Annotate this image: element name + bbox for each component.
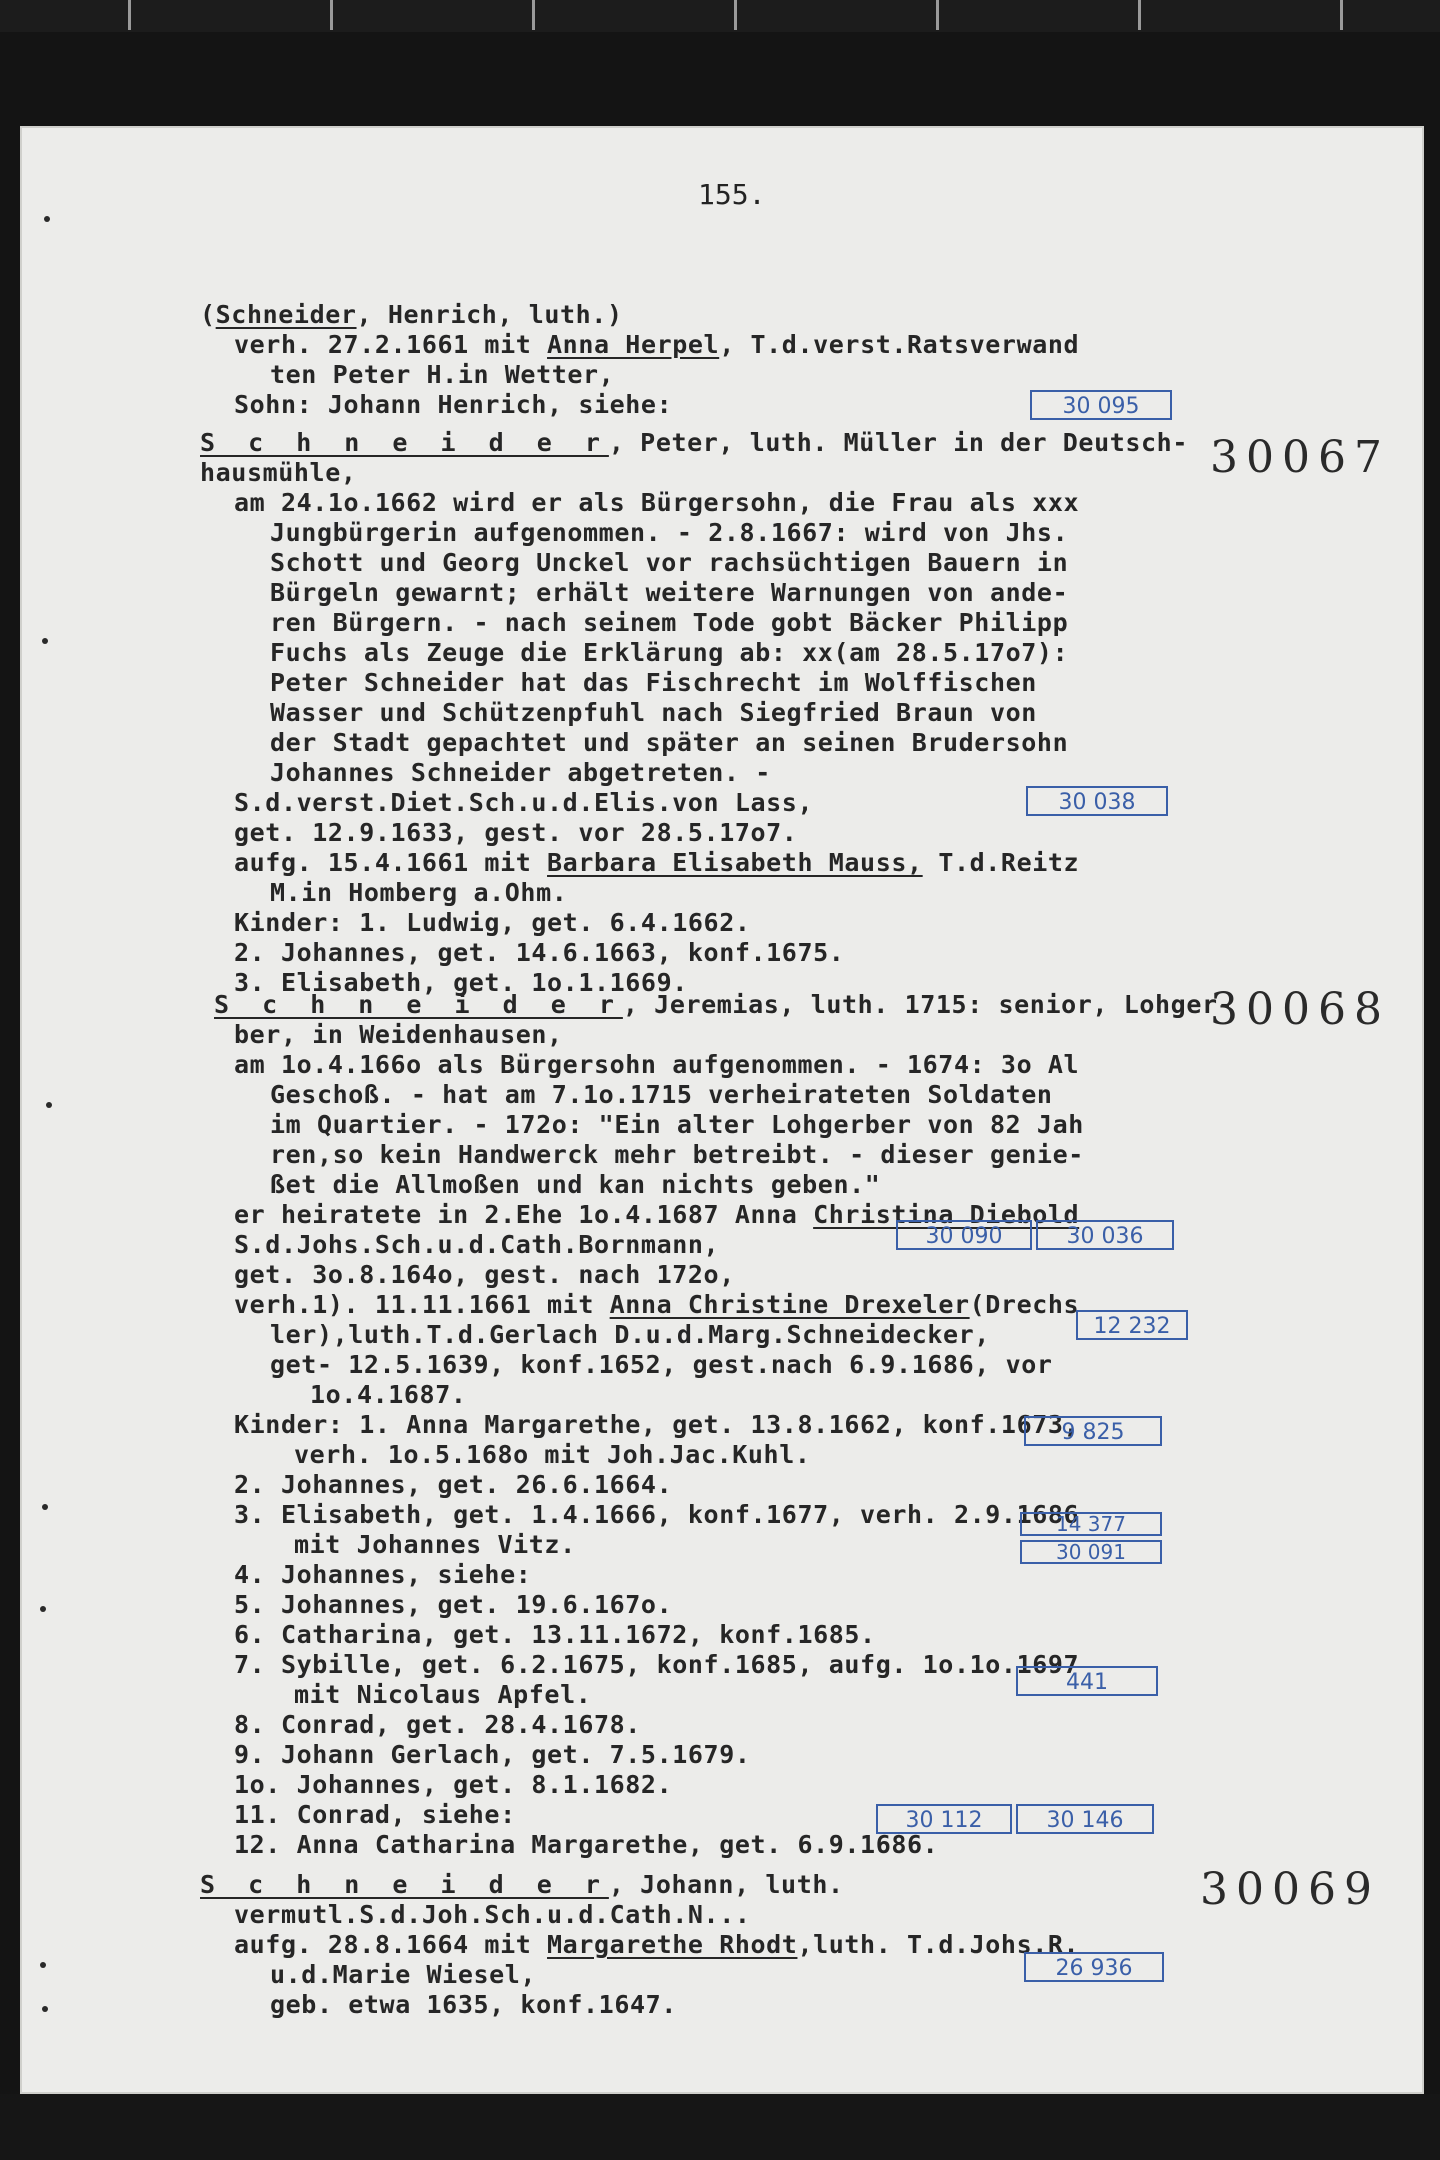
reference-box: 9 825 bbox=[1024, 1416, 1162, 1446]
entry3-line: ber, in Weidenhausen, bbox=[234, 1020, 563, 1049]
entry2-line: Fuchs als Zeuge die Erklärung ab: xx(am 28.5.17o7): bbox=[270, 638, 1069, 667]
entry3-first-marriage: verh.1). 11.11.1661 mit Anna Christine Drexeler(Drechs bbox=[234, 1290, 1080, 1319]
entry1-line: ten Peter H.in Wetter, bbox=[270, 360, 615, 389]
entry2-child: 2. Johannes, get. 14.6.1663, konf.1675. bbox=[234, 938, 845, 967]
reference-box: 30 146 bbox=[1016, 1804, 1154, 1834]
entry1-surname: Schneider bbox=[215, 300, 357, 329]
punch-mark bbox=[42, 638, 48, 644]
film-bottom-edge bbox=[0, 2094, 1440, 2160]
entry3-child: 1o. Johannes, get. 8.1.1682. bbox=[234, 1770, 673, 1799]
entry3-child: 4. Johannes, siehe: bbox=[234, 1560, 532, 1589]
entry3-line: am 1o.4.166o als Bürgersohn aufgenommen. - 1674: 3o Al bbox=[234, 1050, 1080, 1079]
entry3-child: 5. Johannes, get. 19.6.167o. bbox=[234, 1590, 673, 1619]
reference-box: 30 112 bbox=[876, 1804, 1012, 1834]
entry3-line: get- 12.5.1639, konf.1652, gest.nach 6.9.1686, vor bbox=[270, 1350, 1053, 1379]
entry2-line: Jungbürgerin aufgenommen. - 2.8.1667: wird von Jhs. bbox=[270, 518, 1069, 547]
entry2-line: get. 12.9.1633, gest. vor 28.5.17o7. bbox=[234, 818, 798, 847]
film-tick bbox=[734, 0, 737, 30]
reference-box: 26 936 bbox=[1024, 1952, 1164, 1982]
film-tick bbox=[1138, 0, 1141, 30]
entry1-son: Sohn: Johann Henrich, siehe: bbox=[234, 390, 673, 419]
entry3-child: 3. Elisabeth, get. 1.4.1666, konf.1677, verh. 2.9.1686 bbox=[234, 1500, 1080, 1529]
entry3-line: get. 3o.8.164o, gest. nach 172o, bbox=[234, 1260, 735, 1289]
reference-box: 30 091 bbox=[1020, 1540, 1162, 1564]
entry3-line: ßet die Allmoßen und kan nichts geben." bbox=[270, 1170, 881, 1199]
entry4-marriage: aufg. 28.8.1664 mit Margarethe Rhodt,luth. T.d.Johs.R. bbox=[234, 1930, 1080, 1959]
film-tick bbox=[936, 0, 939, 30]
entry1-heading: (Schneider, Henrich, luth.) bbox=[200, 300, 623, 329]
entry3-line: ler),luth.T.d.Gerlach D.u.d.Marg.Schneidecker, bbox=[270, 1320, 990, 1349]
reference-box: 30 036 bbox=[1036, 1220, 1174, 1250]
entry3-surname: S c h n e i d e r bbox=[214, 990, 623, 1019]
entry2-child: 3. Elisabeth, get. 1o.1.1669. bbox=[234, 968, 688, 997]
entry3-child: verh. 1o.5.168o mit Joh.Jac.Kuhl. bbox=[294, 1440, 811, 1469]
entry2-marriage: aufg. 15.4.1661 mit Barbara Elisabeth Mauss, T.d.Reitz bbox=[234, 848, 1080, 877]
reference-box: 30 095 bbox=[1030, 390, 1172, 420]
reference-box: 30 090 bbox=[896, 1220, 1032, 1250]
catalog-number: 30067 bbox=[1210, 432, 1390, 483]
entry3-line: 1o.4.1687. bbox=[310, 1380, 467, 1409]
entry2-line: M.in Homberg a.Ohm. bbox=[270, 878, 568, 907]
entry3-child: 8. Conrad, get. 28.4.1678. bbox=[234, 1710, 641, 1739]
punch-mark bbox=[40, 1606, 46, 1612]
entry3-line: Geschoß. - hat am 7.1o.1715 verheirateten Soldaten bbox=[270, 1080, 1053, 1109]
entry2-surname: S c h n e i d e r bbox=[200, 428, 609, 457]
catalog-number: 30069 bbox=[1200, 1864, 1380, 1915]
entry3-heading: S c h n e i d e r, Jeremias, luth. 1715: senior, Lohger- bbox=[214, 990, 1234, 1019]
reference-box: 14 377 bbox=[1020, 1512, 1162, 1536]
entry2-line: am 24.1o.1662 wird er als Bürgersohn, die Frau als xxx bbox=[234, 488, 1080, 517]
film-tick bbox=[532, 0, 535, 30]
entry3-line: S.d.Johs.Sch.u.d.Cath.Bornmann, bbox=[234, 1230, 720, 1259]
punch-mark bbox=[44, 216, 50, 222]
entry2-line: S.d.verst.Diet.Sch.u.d.Elis.von Lass, bbox=[234, 788, 814, 817]
entry3-child: 7. Sybille, get. 6.2.1675, konf.1685, aufg. 1o.1o.1697 bbox=[234, 1650, 1080, 1679]
entry2-line: Bürgeln gewarnt; erhält weitere Warnungen von ande- bbox=[270, 578, 1069, 607]
entry2-line: Wasser und Schützenpfuhl nach Siegfried Braun von bbox=[270, 698, 1037, 727]
entry2-line: der Stadt gepachtet und später an seinen Brudersohn bbox=[270, 728, 1069, 757]
film-top-edge bbox=[0, 0, 1440, 32]
entry4-surname: S c h n e i d e r bbox=[200, 1870, 609, 1899]
film-tick bbox=[128, 0, 131, 30]
entry3-child: 6. Catharina, get. 13.11.1672, konf.1685. bbox=[234, 1620, 876, 1649]
entry2-heading: S c h n e i d e r, Peter, luth. Müller in der Deutsch- bbox=[200, 428, 1188, 457]
entry3-child: Kinder: 1. Anna Margarethe, get. 13.8.1662, konf.1673, bbox=[234, 1410, 1080, 1439]
punch-mark bbox=[42, 1504, 48, 1510]
entry4-line: vermutl.S.d.Joh.Sch.u.d.Cath.N... bbox=[234, 1900, 751, 1929]
catalog-number: 30068 bbox=[1210, 984, 1390, 1035]
entry4-line: u.d.Marie Wiesel, bbox=[270, 1960, 537, 1989]
entry3-child: 11. Conrad, siehe: bbox=[234, 1800, 516, 1829]
entry2-line: ren Bürgern. - nach seinem Tode gobt Bäcker Philipp bbox=[270, 608, 1069, 637]
entry2-line: Schott und Georg Unckel vor rachsüchtigen Bauern in bbox=[270, 548, 1069, 577]
punch-mark bbox=[40, 1962, 46, 1968]
entry3-child: mit Johannes Vitz. bbox=[294, 1530, 576, 1559]
entry3-child: mit Nicolaus Apfel. bbox=[294, 1680, 592, 1709]
film-tick bbox=[1340, 0, 1343, 30]
punch-mark bbox=[42, 2006, 48, 2012]
entry3-second-marriage: er heiratete in 2.Ehe 1o.4.1687 Anna Christina Diebold bbox=[234, 1200, 1080, 1229]
document-page bbox=[20, 126, 1424, 2094]
punch-mark bbox=[46, 1102, 52, 1108]
entry4-heading: S c h n e i d e r, Johann, luth. bbox=[200, 1870, 844, 1899]
entry4-line: geb. etwa 1635, konf.1647. bbox=[270, 1990, 677, 2019]
entry3-child: 2. Johannes, get. 26.6.1664. bbox=[234, 1470, 673, 1499]
entry2-line: Johannes Schneider abgetreten. - bbox=[270, 758, 771, 787]
entry2-child: Kinder: 1. Ludwig, get. 6.4.1662. bbox=[234, 908, 751, 937]
reference-box: 12 232 bbox=[1076, 1310, 1188, 1340]
reference-box: 441 bbox=[1016, 1666, 1158, 1696]
entry2-line: hausmühle, bbox=[200, 458, 357, 487]
entry3-line: ren,so kein Handwerck mehr betreibt. - dieser genie- bbox=[270, 1140, 1084, 1169]
entry1-marriage: verh. 27.2.1661 mit Anna Herpel, T.d.verst.Ratsverwand bbox=[234, 330, 1080, 359]
entry2-line: Peter Schneider hat das Fischrecht im Wolffischen bbox=[270, 668, 1037, 697]
film-tick bbox=[330, 0, 333, 30]
entry3-line: im Quartier. - 172o: "Ein alter Lohgerber von 82 Jah bbox=[270, 1110, 1084, 1139]
entry3-child: 9. Johann Gerlach, get. 7.5.1679. bbox=[234, 1740, 751, 1769]
entry3-child: 12. Anna Catharina Margarethe, get. 6.9.1686. bbox=[234, 1830, 939, 1859]
reference-box: 30 038 bbox=[1026, 786, 1168, 816]
page-number: 155. bbox=[698, 178, 766, 211]
